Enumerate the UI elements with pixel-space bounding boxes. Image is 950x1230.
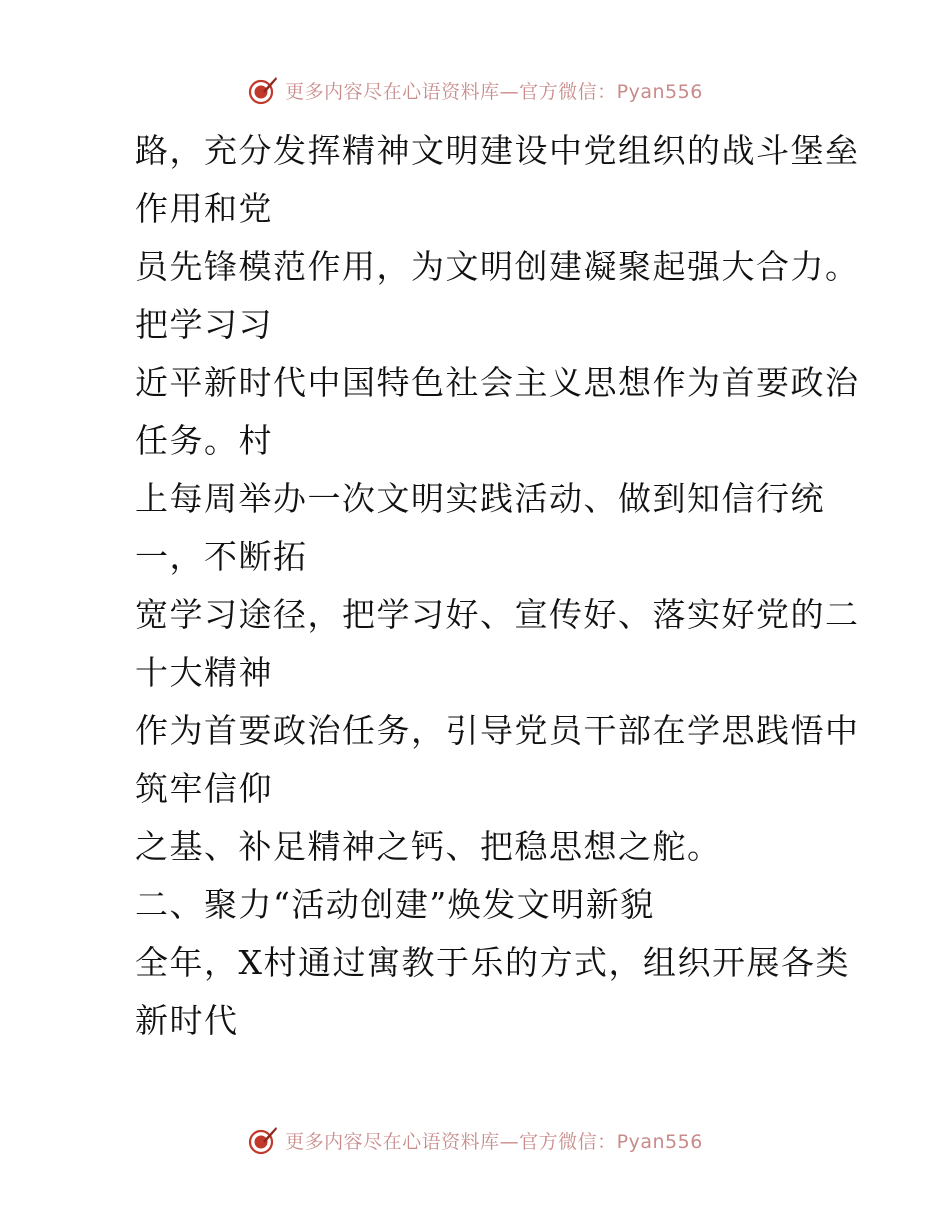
header-watermark-text: 更多内容尽在心语资料库—官方微信：Pyan556 [285,80,703,103]
text-line: 宽学习途径，把学习好、宣传好、落实好党的二 [135,595,860,634]
text-line: 作用和党 [135,189,273,228]
text-line: 一，不断拓 [135,537,308,576]
paragraph [98,122,858,238]
footer-watermark-banner [0,1118,950,1162]
quill-pen-logo-icon [247,74,279,106]
text-line: 近平新时代中国特色社会主义思想作为首要政治 [135,363,860,402]
text-line: 全年，X村通过寓教于乐的方式，组织开展各类 [135,943,850,982]
text-line: 任务。村 [135,421,273,460]
paragraph [98,702,858,818]
text-line: 二、聚力“活动创建”焕发文明新貌 [135,885,655,924]
paragraph [98,818,858,876]
paragraph [98,934,858,1050]
text-line: 把学习习 [135,305,273,344]
paragraph [98,238,858,354]
footer-watermark-text: 更多内容尽在心语资料库—官方微信：Pyan556 [285,1130,703,1153]
document-body [98,122,858,1050]
text-line: 上每周举办一次文明实践活动、做到知信行统 [135,479,825,518]
text-line: 新时代 [135,1001,239,1040]
paragraph [98,354,858,470]
text-line: 员先锋模范作用，为文明创建凝聚起强大合力。 [135,247,860,286]
text-line: 十大精神 [135,653,273,692]
text-line: 之基、补足精神之钙、把稳思想之舵。 [135,827,722,866]
header-watermark-banner [0,68,950,112]
paragraph [98,470,858,586]
paragraph [98,586,858,702]
section-heading [98,876,858,934]
text-line: 作为首要政治任务，引导党员干部在学思践悟中 [135,711,860,750]
quill-pen-logo-icon [247,1124,279,1156]
text-line: 筑牢信仰 [135,769,273,808]
text-line: 路，充分发挥精神文明建设中党组织的战斗堡垒 [135,131,860,170]
